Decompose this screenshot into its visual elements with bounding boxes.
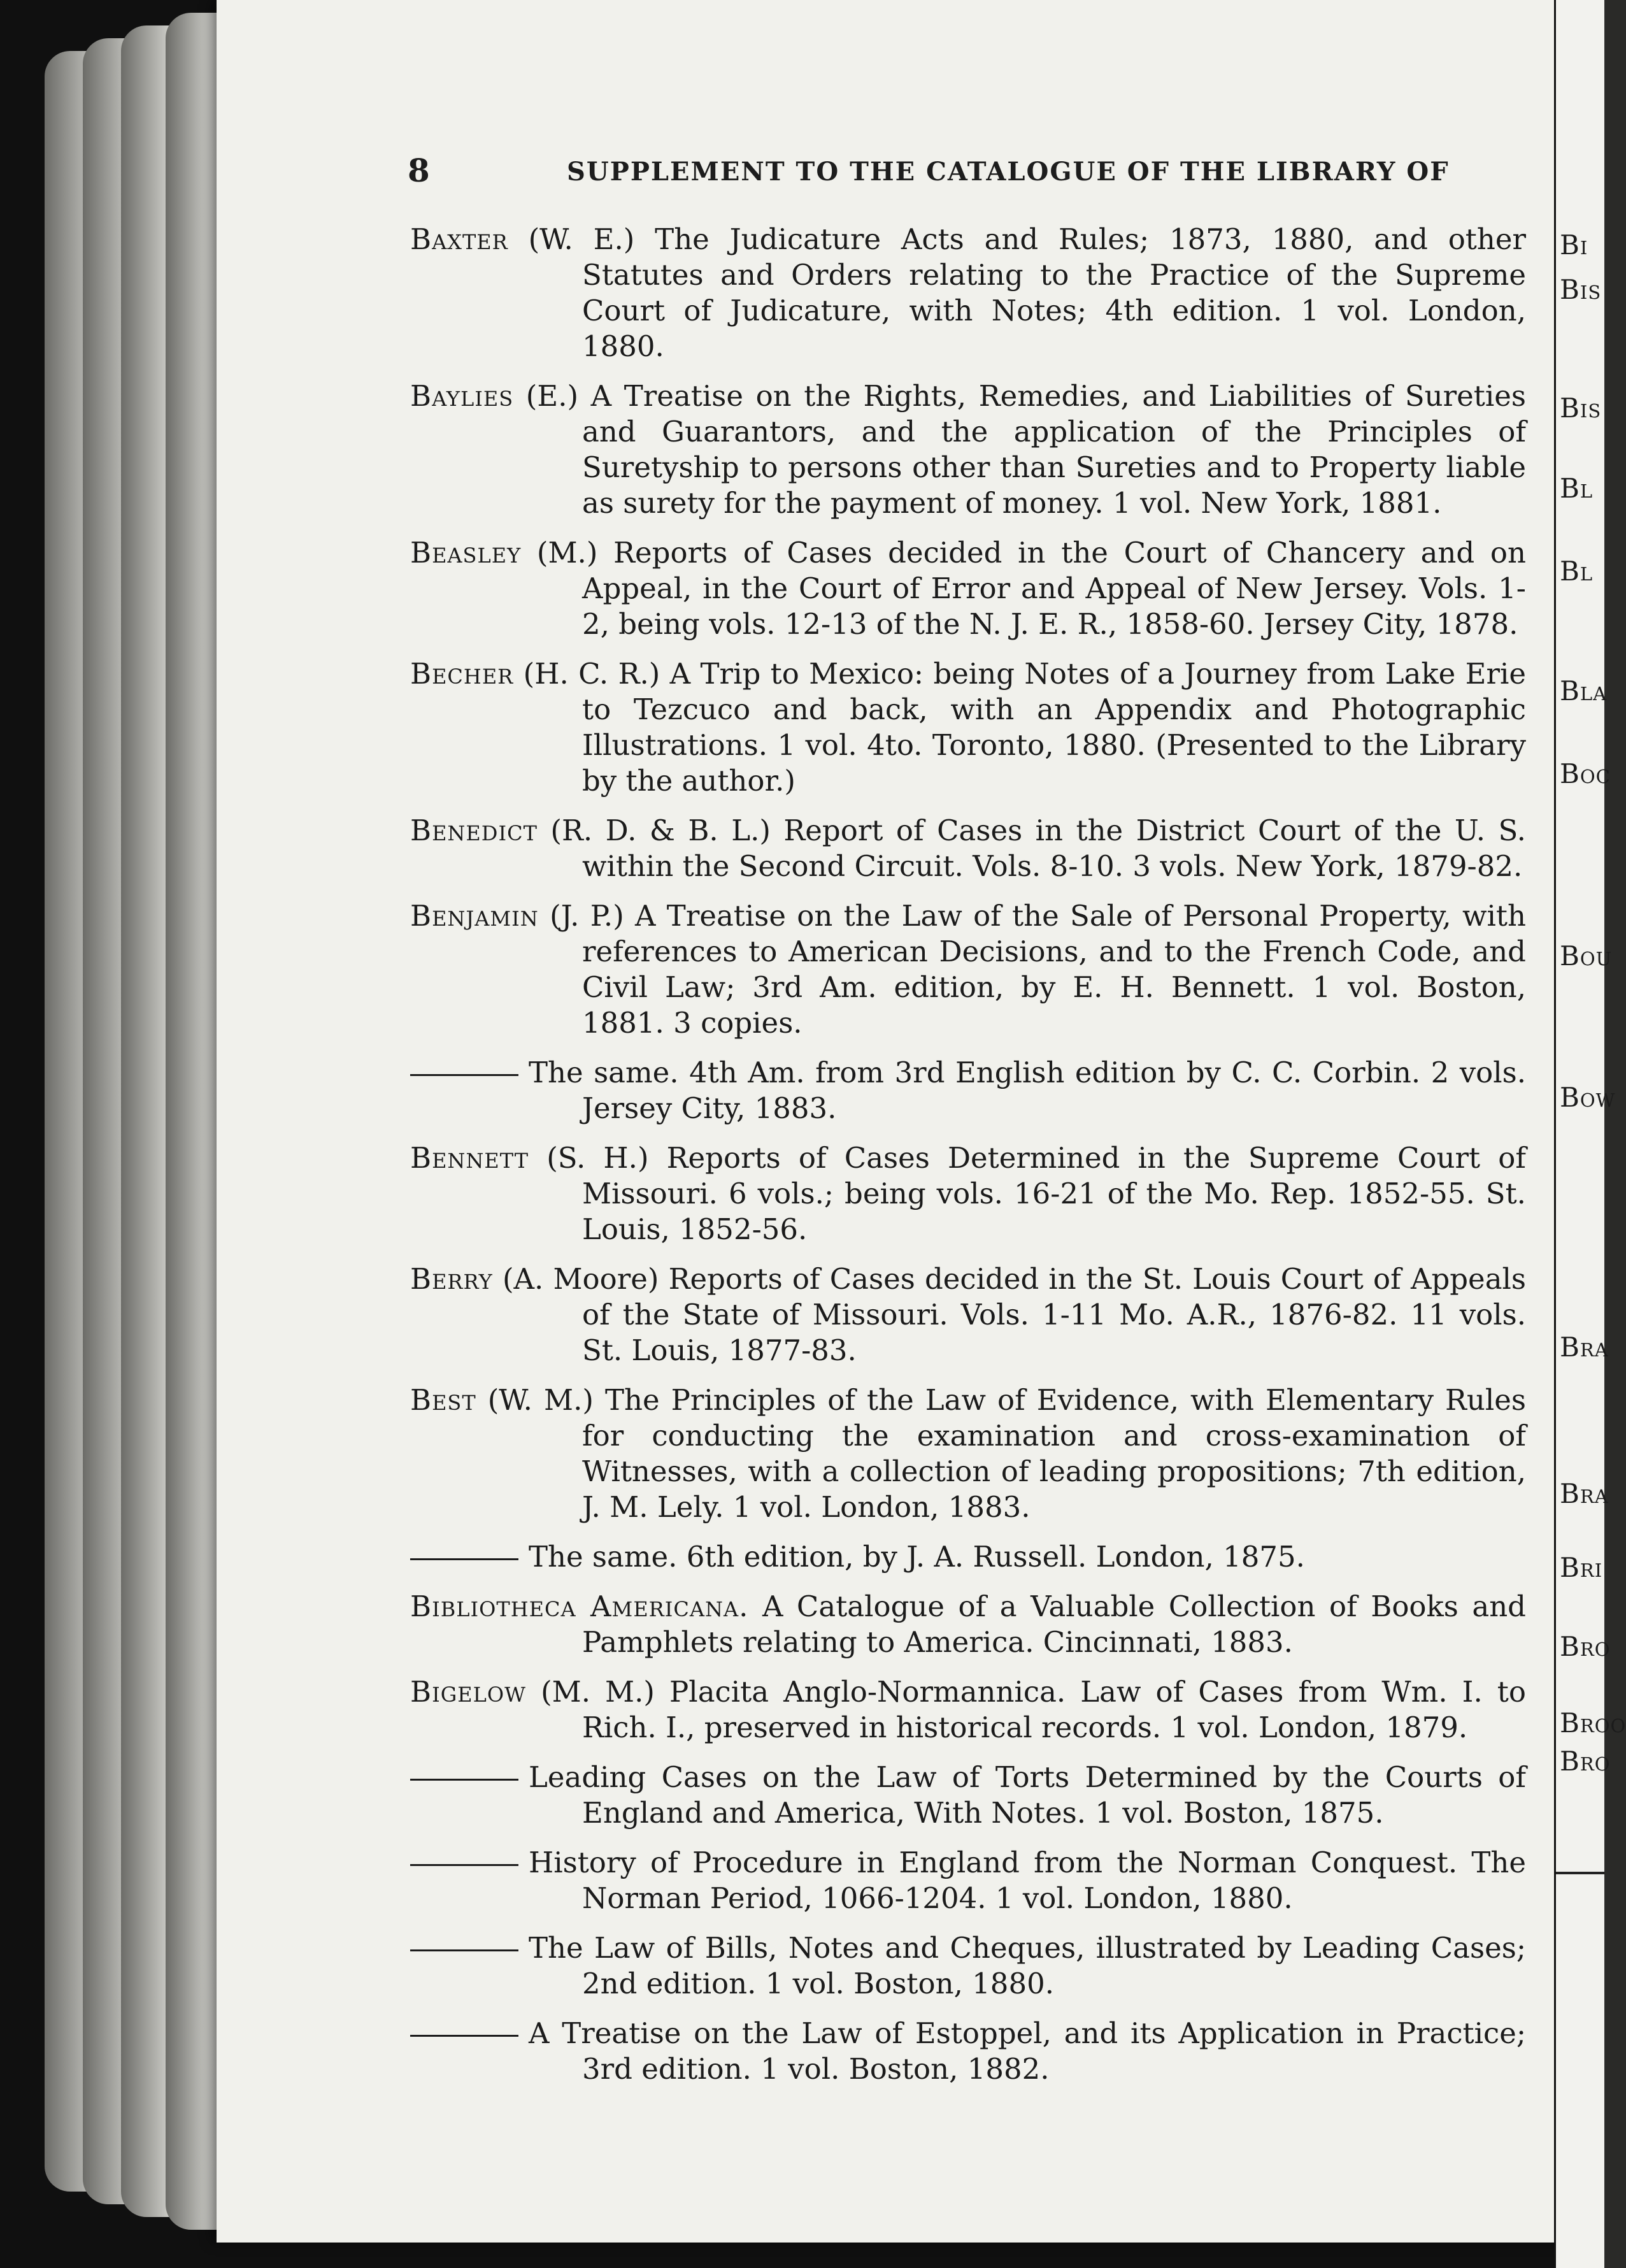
catalogue-entry [410, 813, 1526, 884]
catalogue-entries [410, 222, 1526, 2101]
entry-author: Benjamin [410, 899, 539, 933]
entry-text: (A. Moore) Reports of Cases decided in the St. Louis Court of Appeals of the State of Missouri. Vols. 1-11 Mo. A.R., 1876-82. 11 vols. St. Louis, 1877-83. [502, 1262, 1527, 1367]
entry-author: Baylies [410, 379, 514, 413]
ditto-rule [410, 1864, 518, 1866]
catalogue-entry [410, 656, 1526, 799]
catalogue-subentry [410, 1760, 1526, 1831]
ditto-rule [410, 2035, 518, 2037]
entry-text: Leading Cases on the Law of Torts Determined by the Courts of England and America, With Notes. 1 vol. Boston, 1875. [529, 1760, 1526, 1830]
page-number: 8 [408, 152, 431, 189]
entry-text: (M.) Reports of Cases decided in the Court of Chancery and on Appeal, in the Court of Error and Appeal of New Jersey. Vols. 1-2, being vols. 12-13 of the N. J. E. R., 1858-60. Jersey City, 1878. [536, 536, 1526, 641]
entry-author: Bigelow [410, 1675, 527, 1709]
entry-text: (W. E.) The Judicature Acts and Rules; 1873, 1880, and other Statutes and Orders relating to the Practice of the Supreme Court of Judicature, with Notes; 4th edition. 1 vol. London, 1880. [528, 222, 1526, 363]
catalogue-entry [410, 1140, 1526, 1247]
facing-page-fragment: Bra [1560, 1478, 1609, 1509]
catalogue-entry [410, 1261, 1526, 1368]
ditto-rule [410, 1949, 518, 1951]
ditto-rule [410, 1558, 518, 1560]
catalogue-entry [410, 1382, 1526, 1525]
catalogue-entry [410, 535, 1526, 642]
entry-text: (E.) A Treatise on the Rights, Remedies, and Liabilities of Sureties and Guarantors, and the application of the Principles of Suretyship to persons other than Sureties and to Property liable as surety for the payment of money. 1 vol. New York, 1881. [525, 379, 1526, 520]
page-header [408, 152, 1529, 196]
entry-author: Bennett [410, 1141, 529, 1175]
catalogue-entry [410, 898, 1526, 1041]
catalogue-entry [410, 1674, 1526, 1746]
facing-page-fragment: Bi [1560, 229, 1588, 261]
entry-author: Berry [410, 1262, 493, 1296]
facing-page-edge [1554, 0, 1626, 2268]
facing-page-fragment: Bl [1560, 556, 1594, 587]
facing-page-fragment: Bl [1560, 473, 1594, 504]
facing-page-fragment: Bro [1560, 1631, 1611, 1662]
facing-page-fragment: Bra [1560, 1331, 1609, 1363]
entry-text: (M. M.) Placita Anglo-Normannica. Law of Cases from Wm. I. to Rich. I., preserved in historical records. 1 vol. London, 1879. [541, 1675, 1526, 1744]
running-title: SUPPLEMENT TO THE CATALOGUE OF THE LIBRARY OF [567, 157, 1450, 187]
catalogue-subentry [410, 1930, 1526, 2002]
entry-author: Beasley [410, 536, 522, 570]
catalogue-entry [410, 378, 1526, 521]
entry-author: Baxter [410, 222, 508, 256]
catalogue-subentry [410, 1845, 1526, 1916]
facing-page-fragment: Bis [1560, 274, 1602, 305]
entry-text: The same. 6th edition, by J. A. Russell. London, 1875. [529, 1540, 1305, 1574]
facing-page-rule [1556, 1872, 1604, 1874]
entry-text: (H. C. R.) A Trip to Mexico: being Notes of a Journey from Lake Erie to Tezcuco and back, with an Appendix and Photographic Illustrations. 1 vol. 4to. Toronto, 1880. (Presented to the Library by the author.) [523, 657, 1526, 798]
catalogue-subentry [410, 2016, 1526, 2087]
entry-text: History of Procedure in England from the Norman Conquest. The Norman Period, 1066-1204. 1 vol. London, 1880. [529, 1846, 1526, 1915]
entry-text: The same. 4th Am. from 3rd English edition by C. C. Corbin. 2 vols. Jersey City, 1883. [529, 1056, 1526, 1125]
entry-author: Best [410, 1383, 476, 1417]
catalogue-subentry [410, 1055, 1526, 1126]
facing-page-fragment: Boc [1560, 758, 1611, 789]
catalogue-subentry [410, 1539, 1526, 1575]
facing-page-fragment: Bro [1560, 1746, 1611, 1777]
facing-page-fragment: Bla [1560, 675, 1608, 707]
entry-author: Becher [410, 657, 514, 691]
entry-author: Benedict [410, 814, 538, 847]
entry-text: A Treatise on the Law of Estoppel, and its Application in Practice; 3rd edition. 1 vol. Boston, 1882. [529, 2016, 1526, 2086]
entry-text: (S. H.) Reports of Cases Determined in the Supreme Court of Missouri. 6 vols.; being vols. 16-21 of the Mo. Rep. 1852-55. St. Louis, 1852-56. [546, 1141, 1526, 1246]
catalogue-entry [410, 1589, 1526, 1660]
facing-page-fragment: Bou [1560, 940, 1613, 972]
ditto-rule [410, 1779, 518, 1781]
entry-text: The Law of Bills, Notes and Cheques, illustrated by Leading Cases; 2nd edition. 1 vol. Boston, 1880. [529, 1931, 1526, 2000]
ditto-rule [410, 1074, 518, 1076]
facing-page-fragment: Bri [1560, 1552, 1603, 1583]
entry-author: Bibliotheca Americana. [410, 1590, 749, 1623]
catalogue-entry [410, 222, 1526, 364]
entry-text: A Catalogue of a Valuable Collection of Books and Pamphlets relating to America. Cincinnati, 1883. [582, 1590, 1526, 1659]
entry-text: (W. M.) The Principles of the Law of Evidence, with Elementary Rules for conducting the examination and cross-examination of Witnesses, with a collection of leading propositions; 7th edition, J. M. Lely. 1 vol. London, 1883. [487, 1383, 1527, 1524]
facing-page-fragment: Bis [1560, 392, 1602, 424]
entry-text: (J. P.) A Treatise on the Law of the Sale of Personal Property, with references to American Decisions, and to the French Code, and Civil Law; 3rd Am. edition, by E. H. Bennett. 1 vol. Boston, 1881. 3 copies. [550, 899, 1526, 1040]
facing-page-fragment: Bow [1560, 1082, 1616, 1113]
entry-text: (R. D. & B. L.) Report of Cases in the District Court of the U. S. within the Second Circuit. Vols. 8-10. 3 vols. New York, 1879-82. [550, 814, 1526, 883]
facing-page-fragment: Broo [1560, 1707, 1626, 1739]
